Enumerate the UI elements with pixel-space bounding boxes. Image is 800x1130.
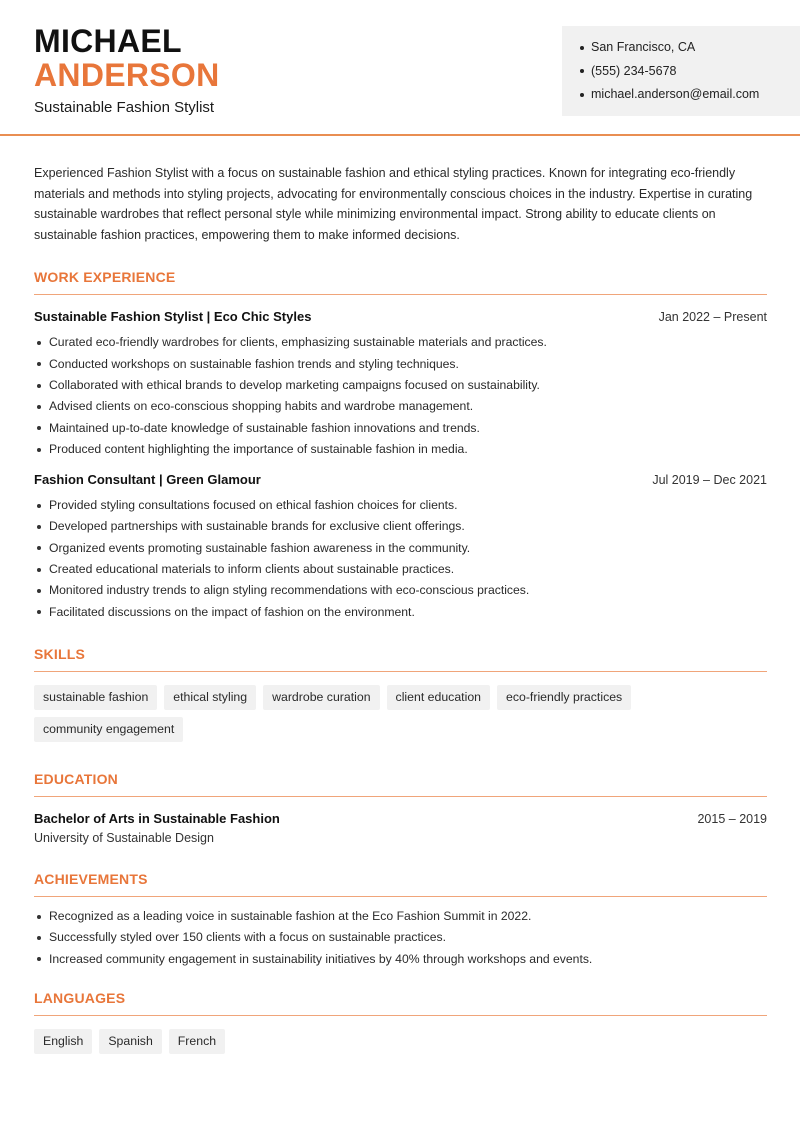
work-experience-section xyxy=(34,269,767,623)
education-date: 2015 – 2019 xyxy=(697,811,767,826)
job-date: Jan 2022 – Present xyxy=(658,310,767,325)
section-title-skills: SKILLS xyxy=(34,646,767,672)
bullet-icon xyxy=(37,448,41,452)
candidate-name xyxy=(34,24,220,92)
bullet-icon xyxy=(37,341,41,345)
skill-tag: eco-friendly practices xyxy=(497,685,631,710)
bullet-icon xyxy=(37,362,41,366)
section-title-education: EDUCATION xyxy=(34,771,767,797)
list-item: Conducted workshops on sustainable fashion trends and styling techniques. xyxy=(34,354,767,375)
bullet-icon xyxy=(580,46,584,50)
language-tags xyxy=(34,1029,767,1061)
first-name: MICHAEL xyxy=(34,23,182,59)
contact-box xyxy=(562,26,800,116)
job-title: Fashion Consultant | Green Glamour xyxy=(34,472,261,488)
list-item: Developed partnerships with sustainable brands for exclusive client offerings. xyxy=(34,516,767,537)
achievements-section xyxy=(34,871,767,970)
bullet-icon xyxy=(37,405,41,409)
skill-tag: community engagement xyxy=(34,717,183,742)
language-tag: French xyxy=(169,1029,225,1054)
job-entry xyxy=(34,309,767,460)
bullet-icon xyxy=(37,384,41,388)
job-title: Sustainable Fashion Stylist | Eco Chic Styles xyxy=(34,309,312,325)
list-item: Maintained up-to-date knowledge of sustainable fashion innovations and trends. xyxy=(34,418,767,439)
bullet-icon xyxy=(37,589,41,593)
bullet-icon xyxy=(37,525,41,529)
list-item: Recognized as a leading voice in sustainable fashion at the Eco Fashion Summit in 2022. xyxy=(34,906,767,927)
list-item: Facilitated discussions on the impact of fashion on the environment. xyxy=(34,602,767,623)
bullet-icon xyxy=(37,546,41,550)
school: University of Sustainable Design xyxy=(34,830,214,845)
job-entry xyxy=(34,472,767,623)
bullet-icon xyxy=(37,568,41,572)
resume-body xyxy=(34,163,767,1061)
list-item: Collaborated with ethical brands to develop marketing campaigns focused on sustainability. xyxy=(34,375,767,396)
bullet-icon xyxy=(37,426,41,430)
contact-email[interactable]: michael.anderson@email.com xyxy=(580,83,782,107)
bullet-icon xyxy=(37,936,41,940)
last-name: ANDERSON xyxy=(34,57,220,93)
bullet-icon xyxy=(37,915,41,919)
list-item: Increased community engagement in sustainability initiatives by 40% through workshops and events. xyxy=(34,949,767,970)
list-item: Successfully styled over 150 clients with a focus on sustainable practices. xyxy=(34,927,767,948)
bullet-icon xyxy=(580,69,584,73)
job-role: Sustainable Fashion Stylist xyxy=(34,99,215,116)
section-title-languages: LANGUAGES xyxy=(34,990,767,1016)
skills-tags xyxy=(34,685,767,749)
skill-tag: wardrobe curation xyxy=(263,685,379,710)
job-bullets xyxy=(34,332,767,460)
list-item: Curated eco-friendly wardrobes for clients, emphasizing sustainable materials and practices. xyxy=(34,332,767,353)
list-item: Advised clients on eco-conscious shopping habits and wardrobe management. xyxy=(34,396,767,417)
list-item: Provided styling consultations focused on ethical fashion choices for clients. xyxy=(34,495,767,516)
skill-tag: sustainable fashion xyxy=(34,685,157,710)
section-title-achievements: ACHIEVEMENTS xyxy=(34,871,767,897)
skills-section xyxy=(34,646,767,749)
list-item: Produced content highlighting the importance of sustainable fashion in media. xyxy=(34,439,767,460)
language-tag: English xyxy=(34,1029,92,1054)
skill-tag: ethical styling xyxy=(164,685,256,710)
bullet-icon xyxy=(580,93,584,97)
summary: Experienced Fashion Stylist with a focus on sustainable fashion and ethical styling practices. Known for integrating eco-friendly materials and methods into styling projects, advocating for environmentally conscious choices in the industry. Expertise in curating sustainable wardrobes that reflect personal style while minimizing environmental impact. Strong ability to educate clients on sustainable fashion practices, empowering them to make informed decisions. xyxy=(34,166,753,242)
language-tag: Spanish xyxy=(99,1029,161,1054)
bullet-icon xyxy=(37,504,41,508)
bullet-icon xyxy=(37,957,41,961)
bullet-icon xyxy=(37,610,41,614)
contact-location: San Francisco, CA xyxy=(580,36,782,60)
section-title-work: WORK EXPERIENCE xyxy=(34,269,767,295)
job-bullets xyxy=(34,495,767,623)
resume-header xyxy=(0,0,800,136)
achievements-list xyxy=(34,906,767,970)
degree: Bachelor of Arts in Sustainable Fashion xyxy=(34,810,280,826)
education-section xyxy=(34,771,767,845)
job-date: Jul 2019 – Dec 2021 xyxy=(652,473,767,488)
list-item: Organized events promoting sustainable fashion awareness in the community. xyxy=(34,538,767,559)
list-item: Created educational materials to inform clients about sustainable practices. xyxy=(34,559,767,580)
skill-tag: client education xyxy=(387,685,490,710)
list-item: Monitored industry trends to align styling recommendations with eco-conscious practices. xyxy=(34,580,767,601)
contact-phone: (555) 234-5678 xyxy=(580,60,782,84)
languages-section xyxy=(34,990,767,1061)
